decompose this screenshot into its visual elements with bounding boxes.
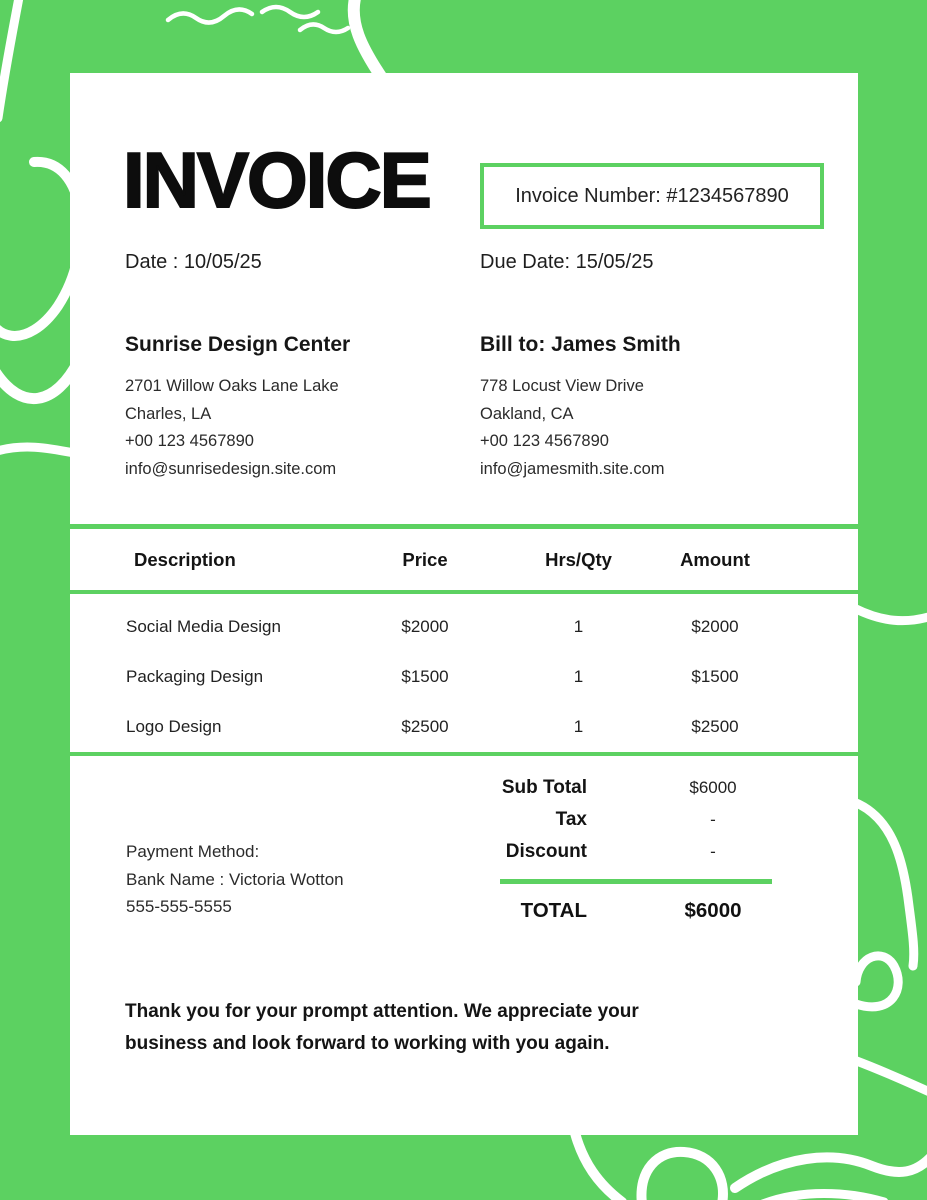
sender-block: [125, 333, 455, 483]
sender-address-line-1: 2701 Willow Oaks Lane Lake: [125, 377, 339, 395]
table-row: [70, 602, 858, 652]
total-value: $6000: [684, 899, 742, 922]
discount-label: Discount: [505, 841, 587, 862]
totals-labels: [400, 772, 587, 868]
bill-to-phone: +00 123 4567890: [480, 432, 609, 450]
table-row: [70, 702, 858, 752]
bill-to-email: info@jamesmith.site.com: [480, 459, 665, 478]
payment-phone: 555-555-5555: [126, 897, 232, 916]
invoice-header-section: [70, 73, 858, 524]
bill-to-address-line-1: 778 Locust View Drive: [480, 377, 644, 395]
total-divider: [500, 879, 772, 884]
sender-email: info@sunrisedesign.site.com: [125, 459, 337, 478]
subtotal-value: $6000: [689, 778, 737, 797]
table-body: [70, 594, 858, 752]
invoice-footer-section: [70, 756, 858, 1135]
sender-phone: +00 123 4567890: [125, 432, 254, 450]
cell-description: Packaging Design: [126, 667, 264, 686]
header-cell-description: Description: [134, 548, 236, 570]
bill-to-name: Bill to: James Smith: [480, 333, 681, 356]
payment-method-block: [126, 838, 344, 921]
table-row: [70, 652, 858, 702]
table-header-row: [70, 529, 858, 590]
cell-qty: 1: [573, 617, 584, 636]
header-cell-qty: Hrs/Qty: [545, 548, 612, 570]
invoice-title: INVOICE: [123, 136, 430, 224]
cell-price: $1500: [401, 667, 449, 686]
sender-name: Sunrise Design Center: [125, 333, 351, 356]
invoice-number-text: Invoice Number: #1234567890: [515, 184, 789, 207]
invoice-due-date: Due Date: 15/05/25: [480, 251, 654, 273]
total-label: TOTAL: [520, 899, 587, 922]
invoice-date: Date : 10/05/25: [125, 251, 262, 273]
sender-address-line-2: Charles, LA: [125, 404, 212, 423]
cell-price: $2500: [401, 717, 449, 736]
invoice-number-box: [480, 163, 824, 229]
tax-value: -: [710, 810, 716, 829]
cell-qty: 1: [573, 667, 584, 686]
payment-bank-name: Bank Name : Victoria Wotton: [126, 869, 344, 889]
cell-description: Logo Design: [126, 717, 222, 736]
cell-amount: $2000: [691, 617, 739, 636]
totals-values: [653, 772, 773, 868]
header-cell-price: Price: [402, 548, 448, 570]
cell-amount: $2500: [691, 717, 739, 736]
tax-label: Tax: [555, 809, 587, 830]
discount-value: -: [710, 842, 716, 861]
bill-to-address-line-2: Oakland, CA: [480, 404, 574, 423]
cell-price: $2000: [401, 617, 449, 636]
payment-method-label: Payment Method:: [126, 842, 260, 861]
cell-amount: $1500: [691, 667, 739, 686]
bill-to-block: [480, 333, 810, 483]
subtotal-label: Sub Total: [501, 777, 587, 798]
invoice-card: [70, 73, 858, 1135]
cell-qty: 1: [573, 717, 584, 736]
header-cell-amount: Amount: [680, 548, 750, 570]
cell-description: Social Media Design: [126, 617, 281, 636]
thank-you-note: Thank you for your prompt attention. We appreciate your business and look forward to working with you again.: [125, 1001, 639, 1054]
